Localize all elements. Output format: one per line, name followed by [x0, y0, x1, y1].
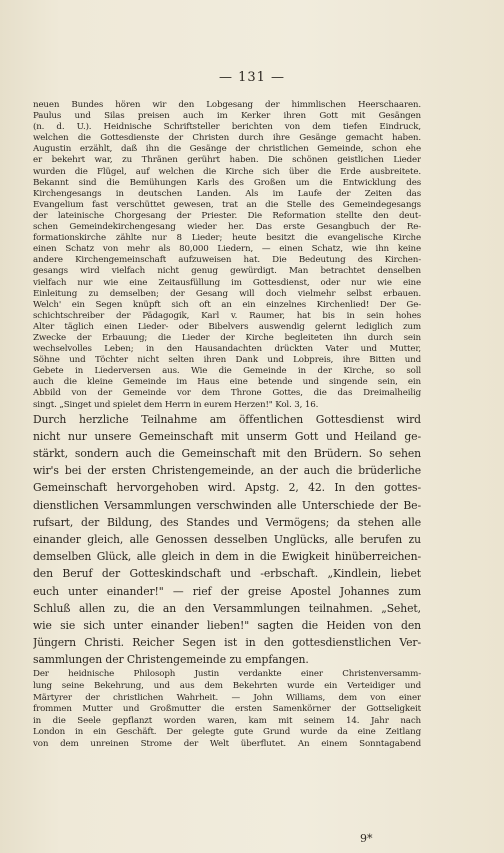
text-line: Schluß allen zu, die an den Versammlungen teilnahmen. „Sehet,	[33, 601, 421, 615]
text-line: wie sie sich unter einander lieben!" sagten die Heiden von den	[33, 618, 421, 632]
text-line: formationskirche zählte nur 8 Lieder; heute besitzt die evangelische Kirche	[33, 233, 421, 244]
text-line: Einleitung zu demselben; der Gesang will doch vielmehr selbst erbauen.	[33, 288, 421, 299]
text-line: welchen die Gottesdienste der Christen durch ihre Gesänge gemacht haben.	[33, 133, 421, 144]
text-line: er bekehrt war, zu Thränen gerührt haben. Die schönen geistlichen Lieder	[33, 155, 421, 166]
text-line: Paulus und Silas preisen auch im Kerker ihren Gott mit Gesängen	[33, 111, 421, 122]
text-line: wechselvolles Leben; in den Hausandachten drückten Vater und Mutter,	[33, 344, 421, 355]
text-line: frommen Mutter und Großmutter die ersten Samenkörner der Gottseligkeit	[33, 704, 421, 715]
text-line: Märtyrer der christlichen Wahrheit. — John Williams, dem von einer	[33, 692, 421, 703]
paragraph-fellowship	[33, 411, 421, 669]
text-line: schen Gemeindekirchengesang wieder her. Das erste Gesangbuch der Re-	[33, 222, 421, 233]
text-line: singt. „Singet und spielet dem Herrn in eurem Herzen!" Kol. 3, 16.	[33, 399, 319, 410]
text-line: einen Schatz von mehr als 80,000 Liedern, — einen Schatz, wie ihn keine	[33, 244, 421, 255]
text-line: schichtschreiber der Pädagogik, Karl v. Raumer, hat bis in sein hohes	[33, 310, 421, 321]
text-line: wurden die Flügel, auf welchen die Kirche sich über die Erde ausbreitete.	[33, 166, 421, 177]
text-line: der lateinische Chorgesang der Priester. Die Reformation stellte den deut-	[33, 210, 421, 221]
text-line: den Beruf der Gotteskindschaft und -erbschaft. „Kindlein, liebet	[33, 567, 421, 581]
text-line: stärkt, sondern auch die Gemeinschaft mit den Brüdern. So sehen	[33, 447, 421, 460]
text-line: Söhne und Töchter nicht selten ihren Dank und Lobpreis, ihre Bitten und	[33, 355, 421, 366]
text-line: euch unter einander!" — rief der greise Apostel Johannes zum	[33, 584, 421, 598]
text-line: von dem unreinen Strome der Welt überflutet. An einem Sonntagabend	[33, 739, 421, 749]
text-line: Durch herzliche Teilnahme am öffentlichen Gottesdienst wird	[33, 412, 421, 426]
text-line: rufsart, der Bildung, des Standes und Vermögens; da stehen alle	[33, 515, 421, 529]
signature-mark: 9*	[360, 832, 373, 845]
text-line: Zwecke der Erbauung; die Lieder der Kirche begleiteten ihn durch sein	[33, 332, 421, 343]
text-line: Der heidnische Philosoph Justin verdankte einer Christenversamm-	[33, 669, 421, 680]
text-line: nicht nur unsere Gemeinschaft mit unserm Gott und Heiland ge-	[33, 429, 421, 443]
text-line: Gebete in Liederversen aus. Wie die Gemeinde in der Kirche, so soll	[33, 366, 421, 377]
text-line: Abbild von der Gemeinde vor dem Throne Gottes, die das Dreimalheilig	[33, 388, 421, 399]
text-line: auch die kleine Gemeinde im Haus eine betende und singende sein, ein	[33, 377, 421, 388]
text-line: einander gleich, alle Genossen desselben Unglücks, alle berufen zu	[33, 532, 421, 546]
text-line: vielfach nur wie eine Zeitausfüllung im Gottesdienst, oder nur wie eine	[33, 277, 421, 288]
paragraph-hymn-history	[33, 100, 421, 411]
page-body	[33, 100, 421, 751]
text-line: dienstlichen Versammlungen verschwinden alle Unterschiede der Be-	[33, 498, 421, 512]
text-line: sammlungen der Christengemeinde zu empfangen.	[33, 653, 309, 667]
text-line: neuen Bundes hören wir den Lobgesang der himmlischen Heerschaaren.	[33, 100, 421, 110]
text-line: Gemeinschaft hervorgehoben wird. Apstg. 2, 42. In den gottes-	[33, 481, 421, 495]
text-line: Welch' ein Segen knüpft sich oft an ein einzelnes Kirchenlied! Der Ge-	[33, 299, 421, 310]
text-line: gesangs wird vielfach nicht genug gewürdigt. Man betrachtet denselben	[33, 266, 421, 277]
text-line: demselben Glück, alle gleich in dem in die Ewigkeit hinüberreichen-	[33, 550, 421, 564]
text-line: wir's bei der ersten Christengemeinde, an der auch die brüderliche	[33, 464, 421, 478]
text-line: andere Kirchengemeinschaft aufzuweisen hat. Die Bedeutung des Kirchen-	[33, 255, 421, 266]
text-line: Jüngern Christi. Reicher Segen ist in den gottesdienstlichen Ver-	[33, 636, 421, 650]
page-number: — 131 —	[218, 70, 286, 85]
text-line: lung seine Bekehrung, und aus dem Bekehrten wurde ein Verteidiger und	[33, 681, 421, 692]
text-line: Evangelium fast verschüttet gewesen, trat an die Stelle des Gemeindegesangs	[33, 199, 421, 210]
text-line: (n. d. U.). Heidnische Schriftsteller berichten von dem tiefen Eindruck,	[33, 122, 421, 133]
text-line: Augustin erzählt, daß ihn die Gesänge der christlichen Gemeinde, schon ehe	[33, 144, 421, 155]
text-line: Kirchengesangs in deutschen Landen. Als im Laufe der Zeiten das	[33, 188, 421, 199]
text-line: Bekannt sind die Bemühungen Karls des Großen um die Entwicklung des	[33, 177, 421, 188]
paragraph-examples	[33, 669, 421, 750]
text-line: in die Seele gepflanzt worden waren, kam mit seinem 14. Jahr nach	[33, 715, 421, 726]
text-line: London in ein Geschäft. Der gelegte gute Grund wurde da eine Zeitlang	[33, 727, 421, 738]
text-line: Alter täglich einen Lieder- oder Bibelvers auswendig gelernt lediglich zum	[33, 321, 421, 332]
